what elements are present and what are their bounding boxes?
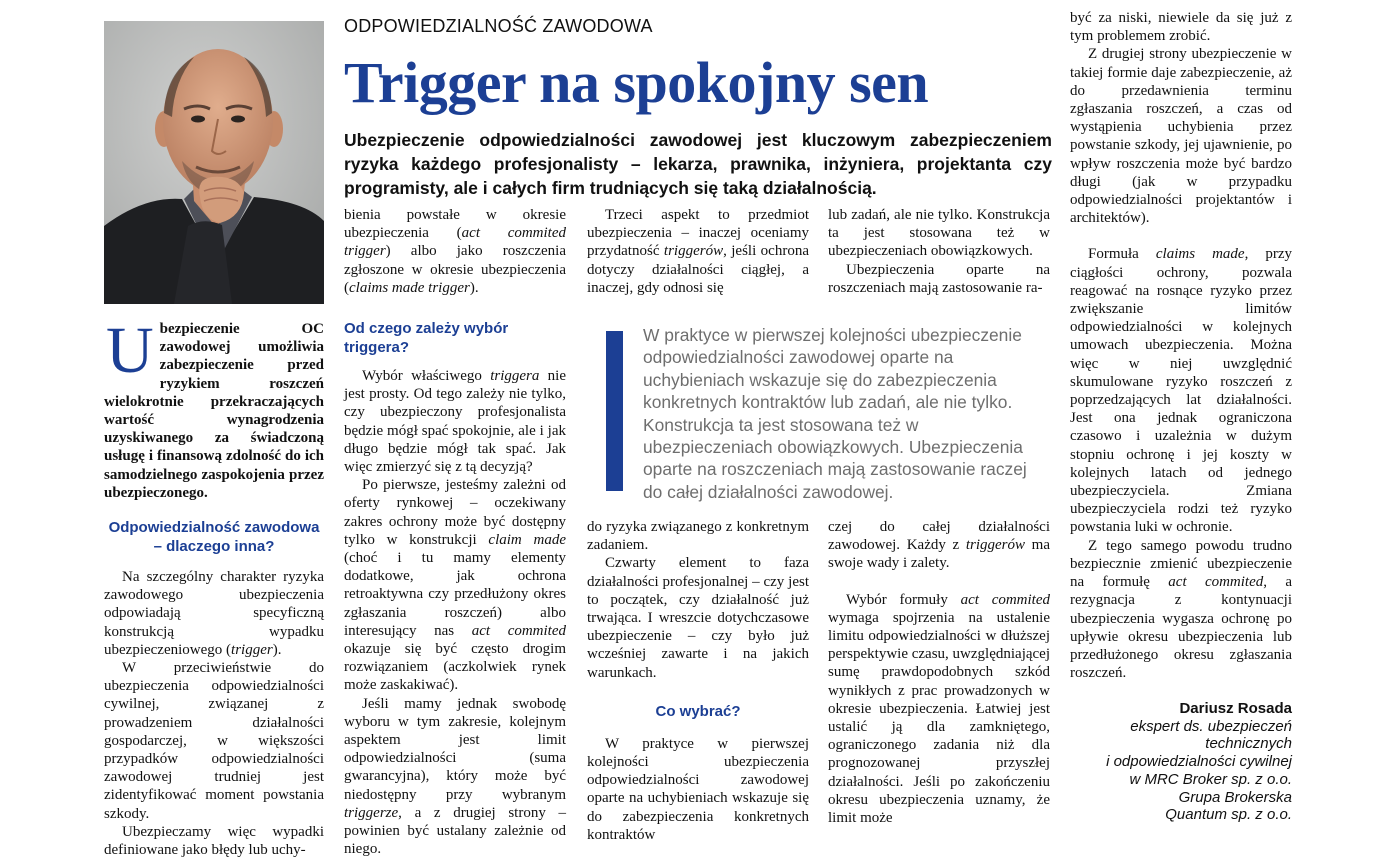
author-role-line-1: ekspert ds. ubezpieczeń <box>1130 717 1292 735</box>
col1-paragraph-1: Na szczególny charakter ryzyka zawodowego ubezpieczenia odpowiadają specyficzną konstrukcją wypadku ubezpieczeniowego (trigger). <box>104 569 324 658</box>
col4-paragraph-1: lub zadań, ale nie tylko. Konstrukcja ta jest stosowana też w ubezpieczeniach obowiązkowych. <box>828 207 1050 260</box>
column-4-bottom <box>828 518 1050 827</box>
heading-trigger-choice: Od czego zależy wybór triggera? <box>344 320 509 357</box>
section-label: ODPOWIEDZIALNOŚĆ ZAWODOWA <box>344 16 653 36</box>
col2-paragraph-2: Wybór właściwego triggera nie jest prosty. Od tego zależy nie tylko, czy ubezpieczony profesjonalista będzie mógł spać spokojnie, ale i jak długo będzie mógł tak spać. Jak więc zmierzyć się z tą decyzją? <box>344 368 566 476</box>
col1-paragraph-2: W przeciwieństwie do ubezpieczenia odpowiedzialności cywilnej, związanej z prowadzeniem działalności gospodarczej, w większości przypadków odpowiedzialności zawodowej trudniej jest zidentyfikować moment powstania szkody. <box>104 660 324 822</box>
pull-quote-text: W praktyce w pierwszej kolejności ubezpieczenie odpowiedzialności zawodowej oparte na uchybieniach wskazuje się do zabezpieczenia konkretnych kontraktów lub zadań, ale nie tylko. Konstrukcja ta jest stosowana też w ubezpieczeniach obowiązkowych. Ubezpieczenia oparte na roszczeniach mają zastosowanie raczej do całej działalności zawodowej. <box>643 325 1027 502</box>
col4-paragraph-4: Wybór formuły act commited wymaga spojrzenia na ustalenie limitu odpowiedzialności w dłuższej perspektywie czasu, uwzględniającej sumę prawdopodobnych szkód wynikłych z prac prowadzonych w okresie ubezpieczenia. Łatwiej jest ustalić ją dla zamkniętego, ograniczonego zadania niż dla prognozowanej przyszłej działalności. Jeśli po zakończeniu okresu ubezpieczenia uznamy, że limit może <box>828 591 1051 827</box>
column-4-top <box>828 206 1050 297</box>
author-role-line-6: Quantum sp. z o.o. <box>1165 806 1292 824</box>
byline <box>1060 700 1292 824</box>
col5-paragraph-3: Formuła claims made, przy ciągłości ochrony, pozwala reagować na rosnące ryzyko przez zwiększanie limitów odpowiedzialności w kolejnych umowach ubezpieczenia. Można więc w niej uwzględnić skumulowane ryzyko roszczeń z poprzedzających lat działalności. Jest ona jednak ograniczona czasowo i uzależnia w dużym stopniu ochronę i jej koszty w kolejnych latach od jednego ubezpieczyciela. Zmiana ubezpieczyciela rodzi też ryzyko powstania luki w ochronie. <box>1070 246 1292 536</box>
col2-paragraph-4: Jeśli mamy jednak swobodę wyboru w tym zakresie, kolejnym aspektem jest limit odpowiedzialności (suma gwarancyjna), który może być niedostępny przy wybranym triggerze, a z drugiej strony – powinien być ustalany zależnie od niego. <box>344 695 566 858</box>
column-1 <box>104 314 324 859</box>
author-role-line-4: w MRC Broker sp. z o.o. <box>1129 770 1292 788</box>
pull-quote-bar <box>606 331 623 491</box>
intro-paragraph <box>104 314 324 502</box>
pull-quote <box>606 324 1046 502</box>
col3-paragraph-1-cont: do ryzyka związanego z konkretnym zadaniem. <box>587 519 809 554</box>
author-photo <box>104 21 324 304</box>
col1-paragraph-3: Ubezpieczamy więc wypadki definiowane jako błędy lub uchy- <box>104 823 324 859</box>
author-role-line-2: technicznych <box>1205 735 1292 753</box>
col5-paragraph-1: być za niski, niewiele da się już z tym problemem zrobić. <box>1070 10 1292 45</box>
dropcap: U <box>106 314 154 387</box>
column-3-bottom <box>587 518 809 844</box>
column-2 <box>344 206 566 859</box>
col5-paragraph-2: Z drugiej strony ubezpieczenie w takiej formie daje zabezpieczenie, aż do przedawnienia terminu zgłaszania roszczeń, a czas od wystąpienia uchybienia przez powstanie szkody, jej ujawnienie, po wpływ roszczenia może być bardzo długi (jak w przypadku odpowiedzialności projektantów i architektów). <box>1070 46 1292 227</box>
author-role-line-3: i odpowiedzialności cywilnej <box>1106 753 1292 771</box>
heading-what-to-choose: Co wybrać? <box>655 702 741 720</box>
col3-paragraph-3: W praktyce w pierwszej kolejności ubezpieczenia odpowiedzialności zawodowej oparte na uchybieniach wskazuje się do zabezpieczenia konkretnych kontraktów <box>587 735 809 843</box>
col3-paragraph-2: Czwarty element to faza działalności profesjonalnej – czy jest to początek, czy działalność już trwająca. I wreszcie dotychczasowe ubezpieczenie – czy było już wcześniej zawarte i na jakich warunkach. <box>587 555 809 681</box>
col3-paragraph-1: Trzeci aspekt to przedmiot ubezpieczenia – inaczej oceniamy przydatność triggerów, jeśli ochrona dotyczy działalności ciągłej, a inaczej, gdy odnosi się <box>587 207 809 296</box>
heading-responsibility: Odpowiedzialność zawodowa – dlaczego inna? <box>108 519 320 556</box>
lead-paragraph: Ubezpieczenie odpowiedzialności zawodowej jest kluczowym zabezpieczeniem ryzyka każdego profesjonalisty – lekarza, prawnika, inżyniera, projektanta czy programisty, ale i całych firm trudniących się taką działalnością. <box>344 130 1052 198</box>
author-role-line-5: Grupa Brokerska <box>1178 788 1292 806</box>
col2-paragraph-1: bienia powstałe w okresie ubezpieczenia (act commited trigger) albo jako roszczenia zgłoszone w okresie ubezpieczenia (claims made trigger). <box>344 207 567 296</box>
headline: Trigger na spokojny sen <box>344 50 929 115</box>
column-5 <box>1070 9 1292 682</box>
author-name: Dariusz Rosada <box>1179 700 1292 717</box>
col4-paragraph-2: Ubezpieczenia oparte na roszczeniach mają zastosowanie ra- <box>828 261 1050 296</box>
col2-paragraph-3: Po pierwsze, jesteśmy zależni od oferty rynkowej – oczekiwany zakres ochrony może być dostępny tylko w konstrukcji claim made (choć i tu mamy elementy dodatkowe, jak ochrona retroaktywna czy przedłużony okres zgłaszania roszczeń) albo interesujący nas act commited okazuje się być często drogim rozwiązaniem (aczkolwiek rynek może zaskakiwać). <box>344 477 567 694</box>
column-3-top <box>587 206 809 297</box>
col5-paragraph-4: Z tego samego powodu trudno bezpiecznie zmienić ubezpieczenie na formułę act commited, a rezygnacja z kontynuacji ubezpieczenia wygasza ochronę po upływie okresu ubezpieczenia lub przedłużonego okresu zgłaszania roszczeń. <box>1070 537 1292 682</box>
col4-paragraph-3: czej do całej działalności zawodowej. Każdy z triggerów ma swoje wady i zalety. <box>828 519 1050 572</box>
intro-text: bezpieczenie OC zawodowej umożliwia zabezpieczenie przed ryzykiem roszczeń wielokrotnie przekraczających wartość wynagrodzenia uzyskiwanego za świadczoną usługę i finansową zdolność do ich samodzielnego zaspokojenia przez ubezpieczonego. <box>104 321 324 501</box>
